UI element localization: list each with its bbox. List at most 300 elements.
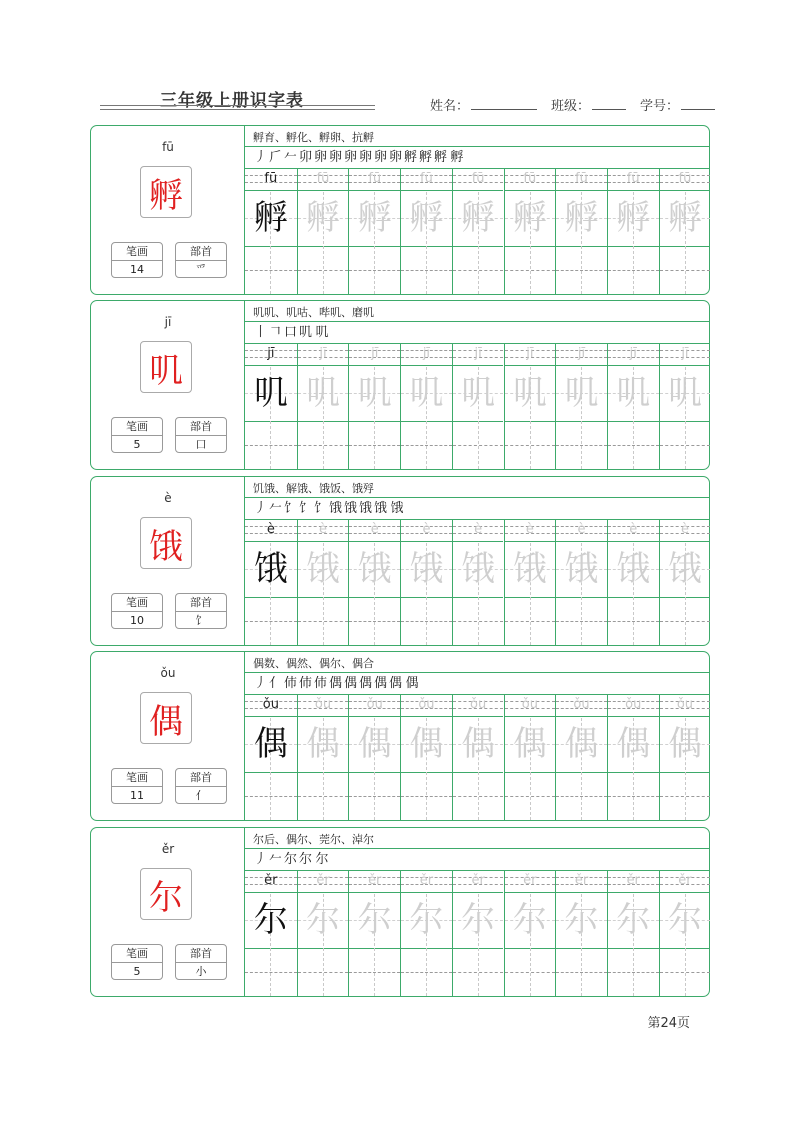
character-card bbox=[90, 827, 710, 997]
guide-line bbox=[426, 597, 427, 645]
guide-line bbox=[608, 541, 659, 542]
guide-line bbox=[556, 716, 607, 717]
trace-pinyin: fū bbox=[368, 171, 382, 186]
stroke-step: 偶 bbox=[328, 676, 342, 691]
stroke-count-label: 笔画 bbox=[112, 945, 162, 963]
radical-label: 部首 bbox=[176, 945, 226, 963]
trace-pinyin: fū bbox=[316, 171, 330, 186]
trace-character: 叽 bbox=[564, 373, 599, 413]
character-info-panel bbox=[91, 652, 245, 820]
stroke-count-box bbox=[111, 242, 163, 278]
practice-cell[interactable] bbox=[504, 694, 556, 820]
stroke-step: 饣 bbox=[283, 501, 297, 516]
example-words: 偶数、偶然、偶尔、偶合 bbox=[253, 657, 374, 670]
trace-character: 尔 bbox=[461, 900, 496, 940]
class-field[interactable] bbox=[551, 95, 626, 114]
guide-line bbox=[633, 246, 634, 294]
guide-line bbox=[349, 365, 400, 366]
trace-character: 孵 bbox=[616, 198, 651, 238]
character-card bbox=[90, 476, 710, 646]
trace-character: 尔 bbox=[564, 900, 599, 940]
guide-line bbox=[505, 892, 556, 893]
guide-line bbox=[349, 892, 400, 893]
trace-pinyin: ǒu bbox=[521, 697, 538, 712]
character-info-panel bbox=[91, 301, 245, 469]
stroke-step: 伂 bbox=[298, 676, 312, 691]
trace-pinyin: ěr bbox=[316, 873, 330, 888]
stroke-count-box bbox=[111, 417, 163, 453]
practice-grid bbox=[245, 694, 709, 820]
practice-cell[interactable] bbox=[297, 519, 349, 645]
title-underline bbox=[100, 105, 375, 106]
practice-cell[interactable] bbox=[297, 343, 349, 469]
trace-pinyin: jī bbox=[422, 346, 431, 361]
sample-pinyin: jī bbox=[267, 346, 275, 361]
divider bbox=[245, 672, 709, 673]
sample-character: 偶 bbox=[253, 724, 288, 764]
practice-cell[interactable] bbox=[245, 519, 297, 645]
trace-pinyin: ǒu bbox=[366, 697, 383, 712]
guide-line bbox=[505, 541, 556, 542]
guide-line bbox=[530, 772, 531, 820]
radical-label: 部首 bbox=[176, 769, 226, 787]
practice-cell[interactable] bbox=[348, 168, 400, 294]
practice-cell[interactable] bbox=[555, 343, 607, 469]
practice-cell[interactable] bbox=[452, 343, 504, 469]
practice-cell[interactable] bbox=[245, 343, 297, 469]
stroke-step: 卵 bbox=[373, 150, 387, 165]
trace-pinyin: ǒu bbox=[418, 697, 435, 712]
guide-line bbox=[349, 541, 400, 542]
character-pinyin: ǒu bbox=[160, 666, 176, 680]
practice-cell[interactable] bbox=[348, 694, 400, 820]
character-info-panel bbox=[91, 477, 245, 645]
radical-label: 部首 bbox=[176, 418, 226, 436]
trace-pinyin: ěr bbox=[523, 873, 537, 888]
trace-character: 叽 bbox=[357, 373, 392, 413]
trace-pinyin: è bbox=[680, 522, 689, 537]
trace-pinyin: è bbox=[577, 522, 586, 537]
class-blank[interactable] bbox=[592, 95, 626, 110]
guide-line bbox=[401, 190, 452, 191]
practice-cell[interactable] bbox=[245, 694, 297, 820]
guide-line bbox=[245, 190, 297, 191]
stroke-step: 孵 bbox=[403, 150, 417, 165]
practice-panel bbox=[245, 477, 709, 645]
character-display: 饿 bbox=[140, 517, 192, 569]
stroke-count-label: 笔画 bbox=[112, 769, 162, 787]
trace-character: 孵 bbox=[512, 198, 547, 238]
trace-character: 孵 bbox=[409, 198, 444, 238]
guide-line bbox=[556, 892, 607, 893]
stroke-step: 尔 bbox=[283, 852, 297, 867]
guide-line bbox=[660, 716, 711, 717]
trace-character: 饿 bbox=[306, 549, 341, 589]
practice-cell[interactable] bbox=[504, 519, 556, 645]
guide-line bbox=[323, 597, 324, 645]
sample-pinyin: ěr bbox=[264, 873, 278, 888]
guide-line bbox=[374, 772, 375, 820]
trace-character: 尔 bbox=[616, 900, 651, 940]
sample-character: 孵 bbox=[253, 198, 288, 238]
stroke-step: 偶 bbox=[358, 676, 372, 691]
guide-line bbox=[685, 772, 686, 820]
stroke-step: 卵 bbox=[358, 150, 372, 165]
sample-pinyin: ǒu bbox=[262, 697, 279, 712]
trace-pinyin: ěr bbox=[574, 873, 589, 888]
stroke-step: 饿 bbox=[343, 501, 357, 516]
stroke-count-value: 14 bbox=[130, 263, 144, 276]
trace-character: 尔 bbox=[667, 900, 702, 940]
stroke-step: 卵 bbox=[313, 150, 327, 165]
guide-line bbox=[323, 421, 324, 469]
practice-cell[interactable] bbox=[348, 870, 400, 996]
trace-pinyin: è bbox=[370, 522, 379, 537]
practice-cell[interactable] bbox=[659, 168, 711, 294]
practice-panel bbox=[245, 301, 709, 469]
stroke-step: 丿 bbox=[253, 150, 267, 165]
practice-cell[interactable] bbox=[555, 519, 607, 645]
guide-line bbox=[478, 597, 479, 645]
practice-cell[interactable] bbox=[555, 168, 607, 294]
practice-cell[interactable] bbox=[452, 694, 504, 820]
stroke-step: 𠂉 bbox=[268, 852, 282, 867]
guide-line bbox=[478, 246, 479, 294]
practice-cell[interactable] bbox=[607, 343, 659, 469]
example-words: 孵育、孵化、孵卵、抗孵 bbox=[253, 131, 374, 144]
guide-line bbox=[270, 948, 271, 996]
guide-line bbox=[633, 772, 634, 820]
guide-line bbox=[556, 365, 607, 366]
stroke-order bbox=[253, 149, 466, 167]
practice-cell[interactable] bbox=[504, 343, 556, 469]
guide-line bbox=[270, 246, 271, 294]
guide-line bbox=[608, 892, 659, 893]
id-blank[interactable] bbox=[681, 95, 715, 110]
sample-character: 尔 bbox=[253, 900, 288, 940]
trace-pinyin: jī bbox=[681, 346, 689, 361]
practice-cell[interactable] bbox=[555, 870, 607, 996]
guide-line bbox=[323, 772, 324, 820]
guide-line bbox=[660, 892, 711, 893]
stroke-count-box bbox=[111, 944, 163, 980]
guide-line bbox=[298, 365, 349, 366]
stroke-step: 伂 bbox=[313, 676, 327, 691]
stroke-count-label: 笔画 bbox=[112, 418, 162, 436]
practice-cell[interactable] bbox=[297, 168, 349, 294]
stroke-order bbox=[253, 851, 331, 869]
stroke-count-box bbox=[111, 593, 163, 629]
guide-line bbox=[401, 716, 452, 717]
trace-pinyin: è bbox=[319, 522, 328, 537]
example-words: 叽叽、叽咕、哔叽、磨叽 bbox=[253, 306, 374, 319]
stroke-step: 饣 bbox=[313, 501, 327, 516]
trace-pinyin: ǒu bbox=[573, 697, 590, 712]
guide-line bbox=[685, 948, 686, 996]
guide-line bbox=[245, 892, 297, 893]
sample-character: 叽 bbox=[253, 373, 288, 413]
stroke-step: 卵 bbox=[343, 150, 357, 165]
radical-box bbox=[175, 593, 227, 629]
character-display: 尔 bbox=[140, 868, 192, 920]
trace-pinyin: ěr bbox=[678, 873, 692, 888]
trace-pinyin: fū bbox=[523, 171, 537, 186]
practice-cell[interactable] bbox=[504, 870, 556, 996]
stroke-step: 𠃍 bbox=[268, 325, 282, 340]
guide-line bbox=[530, 948, 531, 996]
practice-cell[interactable] bbox=[452, 519, 504, 645]
guide-line bbox=[581, 246, 582, 294]
example-words: 尔后、偶尔、莞尔、淖尔 bbox=[253, 833, 374, 846]
guide-line bbox=[581, 772, 582, 820]
character-info-panel bbox=[91, 828, 245, 996]
trace-pinyin: jī bbox=[319, 346, 327, 361]
trace-character: 偶 bbox=[409, 724, 444, 764]
stroke-order bbox=[253, 324, 331, 342]
trace-character: 孵 bbox=[357, 198, 392, 238]
guide-line bbox=[298, 716, 349, 717]
stroke-count-value: 5 bbox=[133, 965, 141, 978]
stroke-count-box bbox=[111, 768, 163, 804]
sample-pinyin: fū bbox=[264, 171, 278, 186]
trace-character: 偶 bbox=[667, 724, 702, 764]
practice-cell[interactable] bbox=[400, 343, 452, 469]
trace-character: 孵 bbox=[461, 198, 496, 238]
practice-cell[interactable] bbox=[400, 519, 452, 645]
stroke-count-label: 笔画 bbox=[112, 243, 162, 261]
guide-line bbox=[245, 365, 297, 366]
trace-character: 偶 bbox=[512, 724, 547, 764]
character-pinyin: ěr bbox=[161, 842, 175, 856]
trace-pinyin: ěr bbox=[626, 873, 640, 888]
guide-line bbox=[581, 948, 582, 996]
guide-line bbox=[478, 948, 479, 996]
radical-label: 部首 bbox=[176, 594, 226, 612]
guide-line bbox=[245, 716, 297, 717]
guide-line bbox=[426, 948, 427, 996]
practice-cell[interactable] bbox=[348, 519, 400, 645]
stroke-step: 孵 bbox=[433, 150, 447, 165]
stroke-step: 饿 bbox=[358, 501, 372, 516]
practice-cell[interactable] bbox=[659, 870, 711, 996]
guide-line bbox=[453, 365, 504, 366]
practice-cell[interactable] bbox=[297, 694, 349, 820]
trace-pinyin: fū bbox=[678, 171, 692, 186]
practice-cell[interactable] bbox=[452, 168, 504, 294]
trace-pinyin: fū bbox=[471, 171, 485, 186]
student-info-fields bbox=[430, 95, 715, 114]
guide-line bbox=[374, 246, 375, 294]
title-underline-2 bbox=[100, 109, 375, 110]
trace-character: 偶 bbox=[564, 724, 599, 764]
trace-character: 饿 bbox=[564, 549, 599, 589]
guide-line bbox=[530, 597, 531, 645]
trace-pinyin: ǒu bbox=[314, 697, 332, 712]
guide-line bbox=[505, 365, 556, 366]
trace-pinyin: è bbox=[629, 522, 638, 537]
divider bbox=[245, 848, 709, 849]
stroke-step: 丨 bbox=[253, 325, 267, 340]
stroke-order bbox=[253, 500, 406, 518]
trace-pinyin: ǒu bbox=[625, 697, 642, 712]
practice-panel bbox=[245, 828, 709, 996]
stroke-step: 丿 bbox=[253, 501, 267, 516]
guide-line bbox=[530, 421, 531, 469]
trace-character: 叽 bbox=[512, 373, 547, 413]
stroke-step: 饿 bbox=[328, 501, 342, 516]
stroke-step: 饣 bbox=[298, 501, 312, 516]
trace-pinyin: è bbox=[474, 522, 483, 537]
practice-cell[interactable] bbox=[659, 343, 711, 469]
trace-character: 孵 bbox=[306, 198, 341, 238]
practice-cell[interactable] bbox=[607, 519, 659, 645]
practice-cell[interactable] bbox=[607, 870, 659, 996]
name-blank[interactable] bbox=[471, 95, 537, 110]
stroke-count-value: 10 bbox=[130, 614, 144, 627]
guide-line bbox=[270, 597, 271, 645]
radical-box bbox=[175, 768, 227, 804]
trace-character: 叽 bbox=[616, 373, 651, 413]
guide-line bbox=[633, 597, 634, 645]
sample-character: 饿 bbox=[253, 549, 288, 589]
trace-pinyin: ěr bbox=[471, 873, 485, 888]
name-label: 姓名： bbox=[430, 99, 470, 114]
stroke-step: 叽 bbox=[298, 325, 312, 340]
guide-line bbox=[453, 190, 504, 191]
stroke-step: 卵 bbox=[328, 150, 342, 165]
practice-cell[interactable] bbox=[400, 168, 452, 294]
trace-pinyin: jī bbox=[577, 346, 586, 361]
radical-label: 部首 bbox=[176, 243, 226, 261]
practice-grid bbox=[245, 343, 709, 469]
guide-line bbox=[323, 948, 324, 996]
trace-pinyin: jī bbox=[526, 346, 534, 361]
divider bbox=[245, 321, 709, 322]
guide-line bbox=[245, 541, 297, 542]
trace-character: 尔 bbox=[357, 900, 392, 940]
guide-line bbox=[298, 190, 349, 191]
stroke-step: 伂 bbox=[283, 676, 297, 691]
stroke-step: 亻 bbox=[268, 676, 282, 691]
practice-cell[interactable] bbox=[297, 870, 349, 996]
trace-character: 尔 bbox=[409, 900, 444, 940]
guide-line bbox=[478, 421, 479, 469]
radical-box bbox=[175, 944, 227, 980]
trace-pinyin: ǒu bbox=[676, 697, 694, 712]
divider bbox=[245, 146, 709, 147]
practice-cell[interactable] bbox=[245, 870, 297, 996]
practice-cell[interactable] bbox=[659, 694, 711, 820]
trace-character: 饿 bbox=[409, 549, 444, 589]
stroke-step: 丿 bbox=[253, 852, 267, 867]
trace-pinyin: fū bbox=[626, 171, 640, 186]
guide-line bbox=[660, 541, 711, 542]
stroke-step: 偶 bbox=[405, 676, 419, 691]
guide-line bbox=[374, 948, 375, 996]
class-label: 班级： bbox=[551, 99, 591, 114]
worksheet-title: 三年级上册识字表 bbox=[160, 91, 304, 111]
trace-character: 尔 bbox=[306, 900, 341, 940]
trace-character: 叽 bbox=[667, 373, 702, 413]
name-field[interactable] bbox=[430, 95, 537, 114]
guide-line bbox=[633, 421, 634, 469]
practice-cell[interactable] bbox=[607, 168, 659, 294]
character-pinyin: è bbox=[164, 491, 172, 505]
radical-value: 口 bbox=[195, 438, 207, 451]
character-display: 偶 bbox=[140, 692, 192, 744]
guide-line bbox=[660, 365, 711, 366]
trace-pinyin: è bbox=[525, 522, 534, 537]
guide-line bbox=[556, 190, 607, 191]
trace-pinyin: jī bbox=[474, 346, 482, 361]
guide-line bbox=[349, 190, 400, 191]
trace-character: 孵 bbox=[564, 198, 599, 238]
radical-value: 亻 bbox=[195, 789, 207, 802]
practice-cell[interactable] bbox=[504, 168, 556, 294]
practice-cell[interactable] bbox=[555, 694, 607, 820]
trace-pinyin: ěr bbox=[368, 873, 382, 888]
practice-cell[interactable] bbox=[607, 694, 659, 820]
guide-line bbox=[556, 541, 607, 542]
guide-line bbox=[633, 948, 634, 996]
guide-line bbox=[426, 246, 427, 294]
radical-box bbox=[175, 417, 227, 453]
guide-line bbox=[505, 190, 556, 191]
guide-line bbox=[608, 365, 659, 366]
practice-cell[interactable] bbox=[400, 694, 452, 820]
stroke-step: 叽 bbox=[315, 325, 329, 340]
stroke-step: 口 bbox=[283, 325, 297, 340]
guide-line bbox=[660, 190, 711, 191]
id-field[interactable] bbox=[640, 95, 715, 114]
guide-line bbox=[453, 541, 504, 542]
stroke-count-value: 11 bbox=[130, 789, 144, 802]
stroke-count-value: 5 bbox=[133, 438, 141, 451]
trace-character: 叽 bbox=[461, 373, 496, 413]
practice-cell[interactable] bbox=[400, 870, 452, 996]
stroke-step: 𠂉 bbox=[283, 150, 297, 165]
trace-pinyin: ěr bbox=[419, 873, 434, 888]
practice-cell[interactable] bbox=[245, 168, 297, 294]
guide-line bbox=[374, 597, 375, 645]
practice-panel bbox=[245, 126, 709, 294]
guide-line bbox=[374, 421, 375, 469]
trace-character: 叽 bbox=[306, 373, 341, 413]
character-pinyin: jī bbox=[164, 315, 172, 329]
practice-cell[interactable] bbox=[348, 343, 400, 469]
trace-character: 饿 bbox=[512, 549, 547, 589]
practice-cell[interactable] bbox=[659, 519, 711, 645]
trace-character: 叽 bbox=[409, 373, 444, 413]
trace-pinyin: fū bbox=[420, 171, 433, 186]
stroke-step: 𠂆 bbox=[268, 150, 282, 165]
guide-line bbox=[270, 421, 271, 469]
guide-line bbox=[608, 190, 659, 191]
stroke-step: 饿 bbox=[390, 501, 404, 516]
radical-value: 爫 bbox=[195, 263, 207, 276]
practice-cell[interactable] bbox=[452, 870, 504, 996]
trace-character: 孵 bbox=[667, 198, 702, 238]
trace-character: 偶 bbox=[616, 724, 651, 764]
trace-character: 饿 bbox=[616, 549, 651, 589]
stroke-step: 偶 bbox=[388, 676, 402, 691]
radical-box bbox=[175, 242, 227, 278]
guide-line bbox=[453, 716, 504, 717]
guide-line bbox=[581, 597, 582, 645]
stroke-step: 孵 bbox=[450, 150, 464, 165]
example-words: 饥饿、解饿、饿饭、饿殍 bbox=[253, 482, 374, 495]
trace-character: 偶 bbox=[306, 724, 341, 764]
